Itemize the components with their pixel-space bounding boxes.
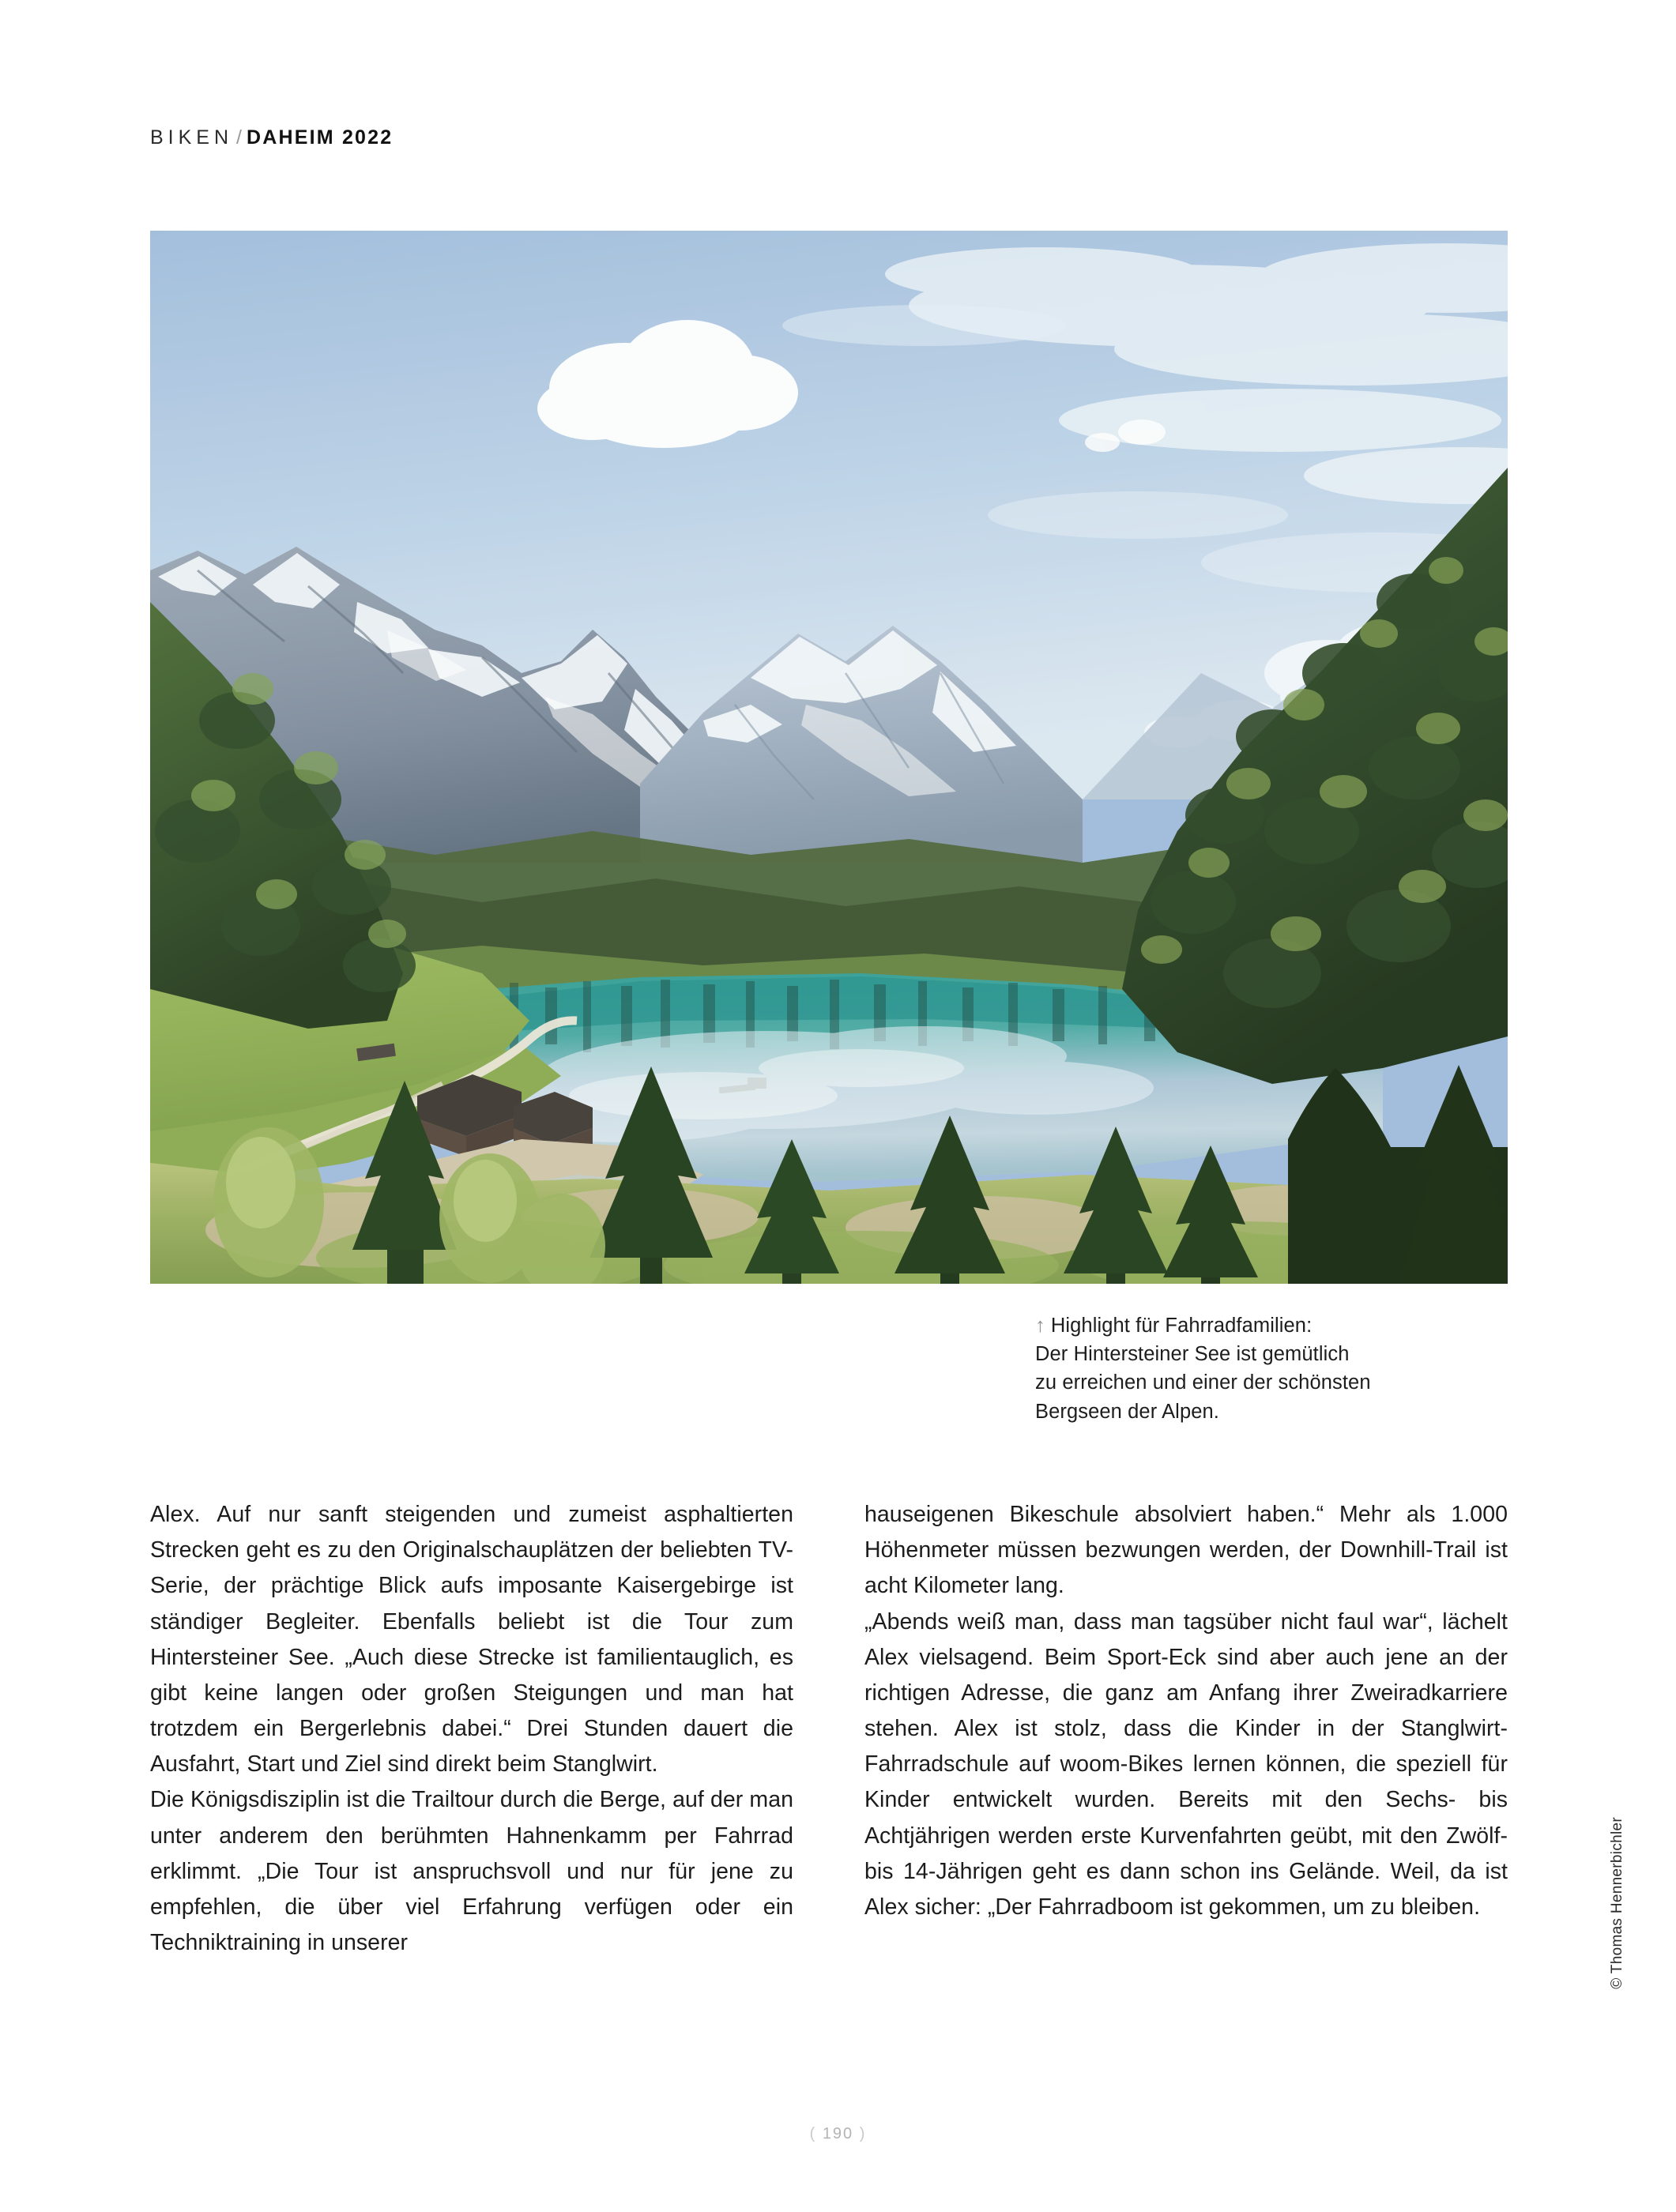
body-column-left [150, 1497, 793, 1961]
folio-close-paren: ) [859, 2125, 867, 2142]
caption-line-2: Der Hintersteiner See ist gemütlich [1035, 1343, 1350, 1366]
body-column-right [864, 1497, 1508, 1961]
landscape-photo-illustration [150, 231, 1508, 1284]
right-paragraph-2: „Abends weiß man, dass man tagsüber nicht faul war“, lächelt Alex vielsagend. Beim Sport-Eck sind aber auch jene an der richtigen Adresse, die ganz am Anfang ihrer Zweiradkarriere stehen. Alex ist stolz, dass die Kinder in der Stanglwirt-Fahrradschule auf woom-Bikes lernen können, die speziell für Kinder entwickelt wurden. Bereits mit den Sechs- bis Achtjährigen werden erste Kurvenfahrten geübt, mit den Zwölf- bis 14-Jährigen geht es dann schon ins Gelände. Weil, da ist Alex sicher: „Der Fahrradboom ist gekommen, um zu bleiben. [864, 1608, 1508, 1920]
header-issue: DAHEIM 2022 [246, 126, 394, 149]
page-number [0, 2125, 1676, 2143]
photo-credit: © Thomas Hennerbichler [1609, 1817, 1625, 1989]
right-paragraph-1: hauseigenen Bikeschule absolviert haben.“ Mehr als 1.000 Höhenmeter müssen bezwungen werden, der Downhill-Trail ist acht Kilometer lang. [864, 1502, 1508, 1599]
left-paragraph-2: Die Königsdisziplin ist die Trailtour durch die Berge, auf der man unter anderem den berühmten Hahnenkamm per Fahrrad erklimmt. „Die Tour ist anspruchsvoll und nur für jene zu empfehlen, die über viel Erfahrung verfügen oder ein Techniktraining in unserer [150, 1787, 793, 1956]
header-separator: / [236, 126, 242, 149]
folio-open-paren: ( [809, 2125, 817, 2142]
header-kicker: BIKEN [150, 126, 234, 149]
page-header [150, 128, 393, 148]
caption-line-4: Bergseen der Alpen. [1035, 1400, 1219, 1423]
folio-number: 190 [822, 2125, 854, 2142]
article-body [150, 1497, 1508, 1961]
caption-line-1: Highlight für Fahrradfamilien: [1050, 1315, 1313, 1337]
up-arrow-icon: ↑ [1035, 1315, 1045, 1337]
left-paragraph-1: Alex. Auf nur sanft steigenden und zumeist asphaltierten Strecken geht es zu den Originalschauplätzen der beliebten TV-Serie, der prächtige Blick aufs imposante Kaisergebirge ist ständiger Begleiter. Ebenfalls beliebt ist die Tour zum Hintersteiner See. „Auch diese Strecke ist familientauglich, es gibt keine langen oder großen Steigungen und man hat trotzdem ein Bergerlebnis dabei.“ Drei Stunden dauert die Ausfahrt, Start und Ziel sind direkt beim Stanglwirt. [150, 1502, 793, 1778]
caption-line-3: zu erreichen und einer der schönsten [1035, 1371, 1371, 1394]
photo-caption [1035, 1311, 1509, 1426]
landscape-photo [150, 231, 1508, 1284]
